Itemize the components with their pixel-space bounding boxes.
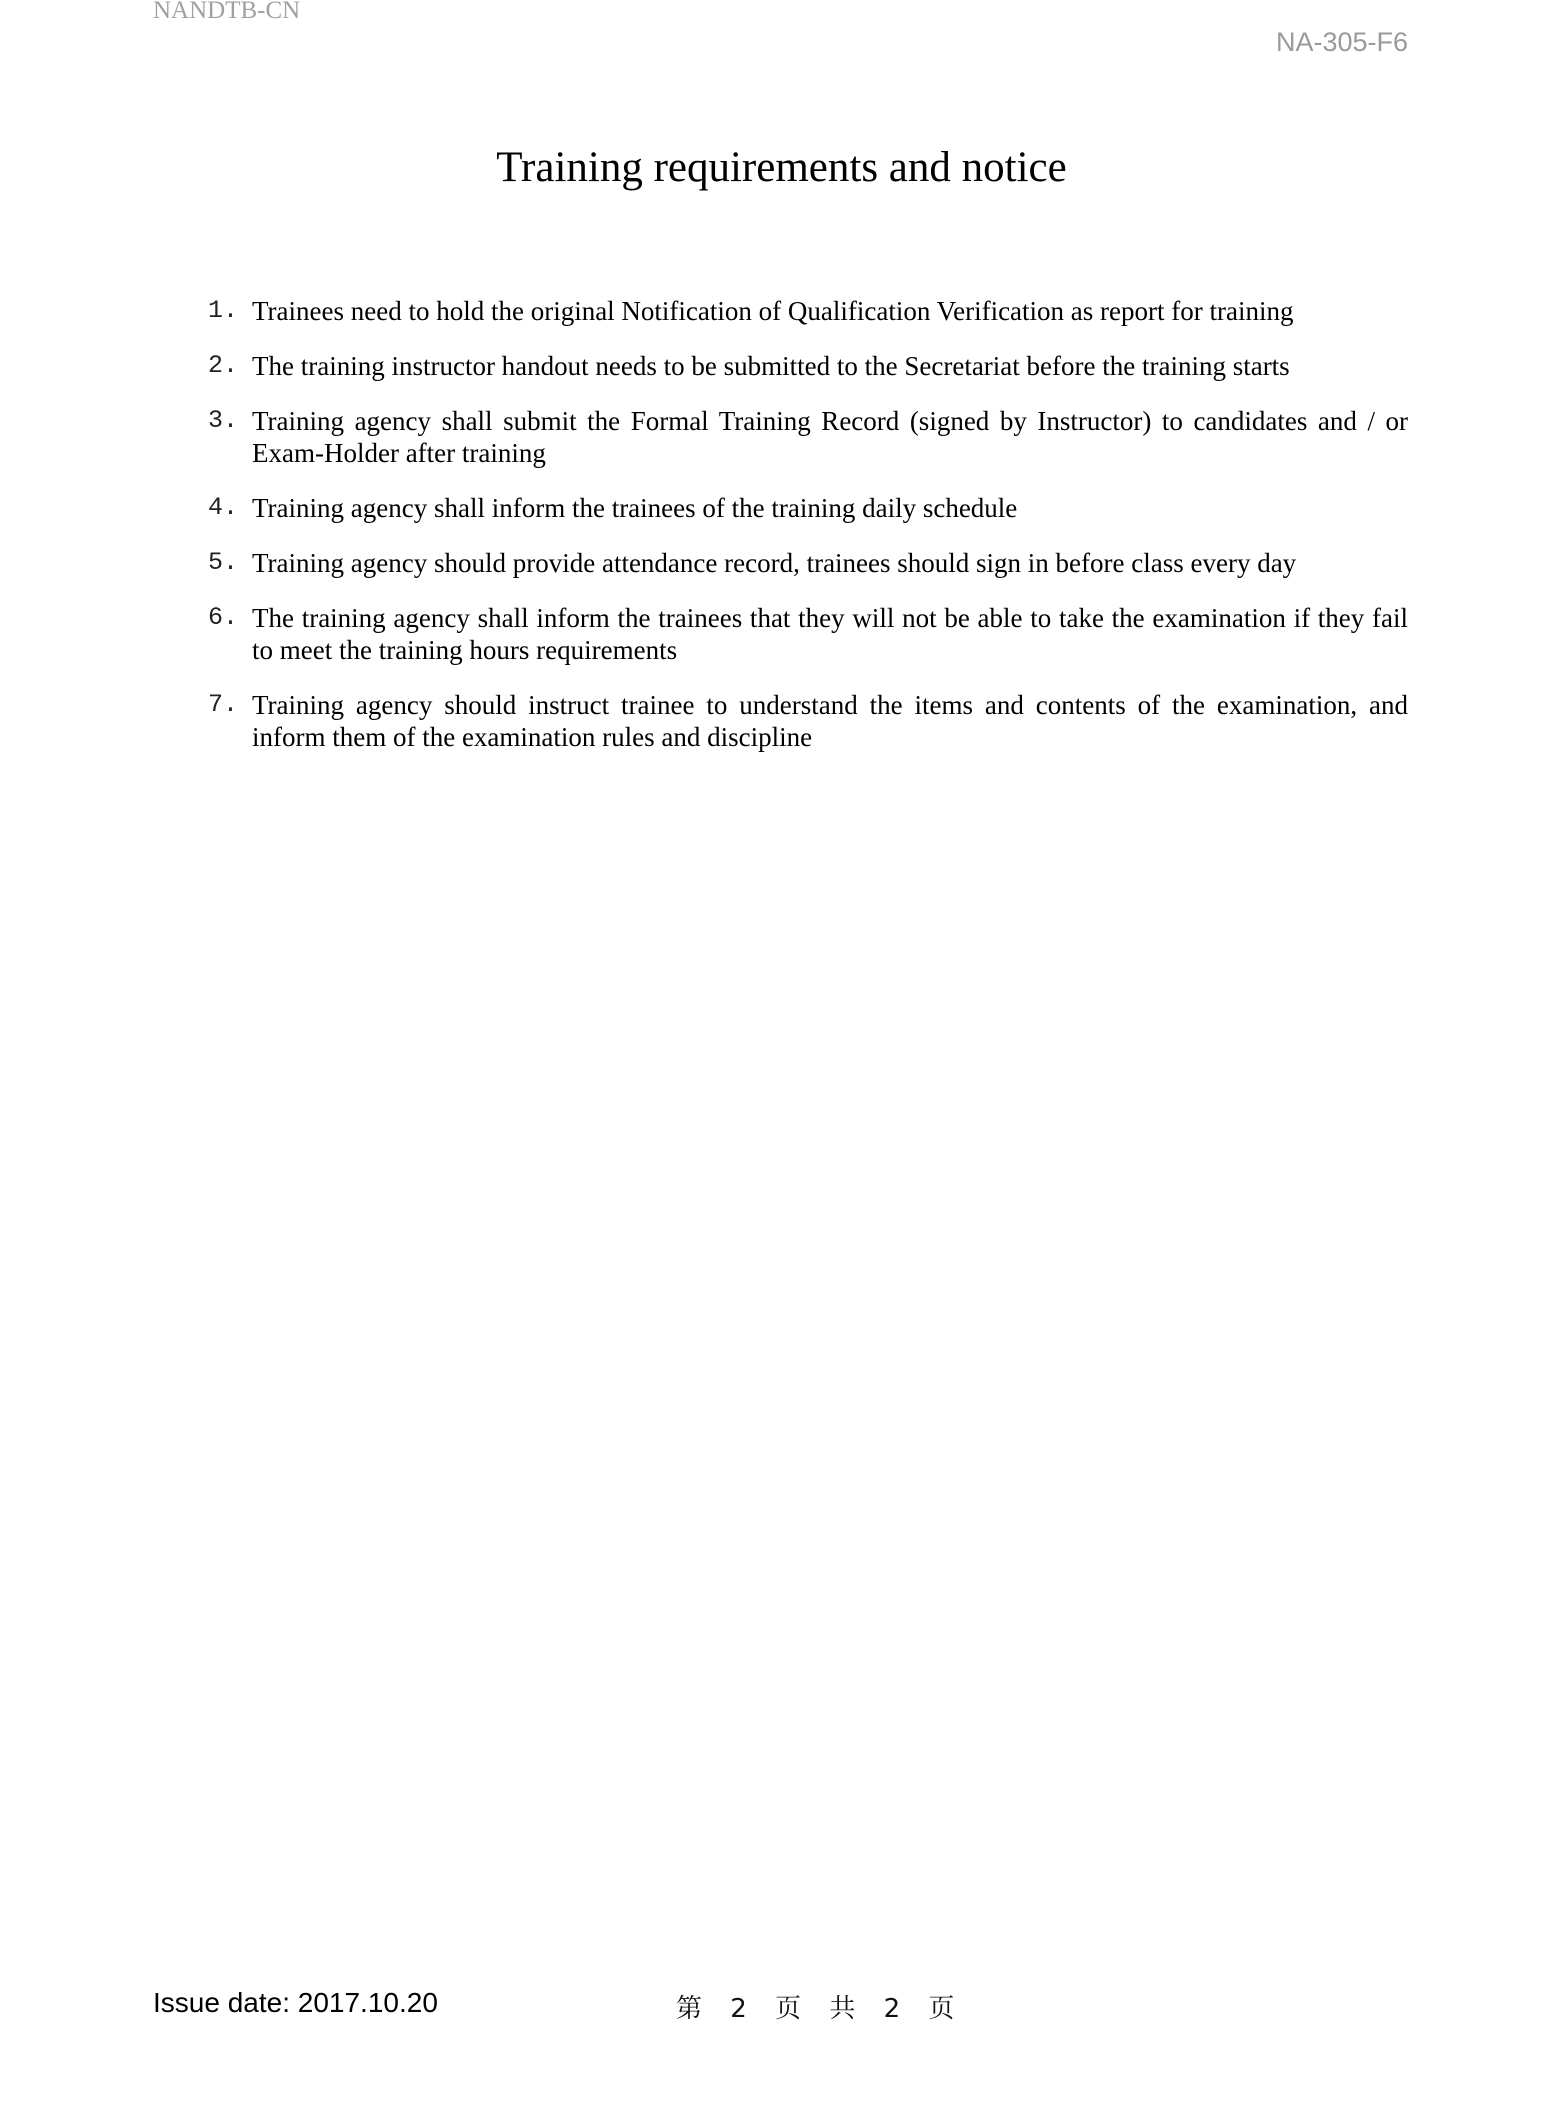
list-item [208, 689, 1408, 753]
list-item [208, 405, 1408, 469]
item-number: 3. [208, 406, 239, 435]
item-text: Training agency should provide attendance record, trainees should sign in before class every day [252, 548, 1297, 578]
issue-date: Issue date: 2017.10.20 [153, 1987, 438, 2018]
list-item [208, 350, 1408, 382]
list-item [208, 602, 1408, 666]
list-item [208, 547, 1408, 579]
item-text: The training agency shall inform the trainees that they will not be able to take the examination if they fail to meet the training hours requirements [252, 603, 1408, 665]
page-title: Training requirements and notice [496, 144, 1067, 191]
page-indicator: 第 2 页 共 2 页 [676, 1994, 965, 2024]
list-item [208, 492, 1408, 524]
list-item [208, 295, 1408, 327]
item-text: The training instructor handout needs to be submitted to the Secretariat before the training starts [252, 351, 1290, 381]
item-number: 7. [208, 690, 239, 719]
item-number: 4. [208, 493, 239, 522]
item-text: Training agency should instruct trainee to understand the items and contents of the examination, and inform them of the examination rules and discipline [252, 690, 1408, 752]
org-code-header: NANDTB-CN [153, 0, 301, 24]
form-code-header: NA-305-F6 [1275, 27, 1408, 57]
item-text: Training agency shall submit the Formal Training Record (signed by Instructor) to candidates and / or Exam-Holder after training [252, 406, 1408, 468]
item-text: Trainees need to hold the original Notification of Qualification Verification as report for training [252, 296, 1294, 326]
item-number: 2. [208, 351, 239, 380]
item-number: 6. [208, 603, 239, 632]
item-number: 1. [208, 296, 239, 325]
item-text: Training agency shall inform the trainees of the training daily schedule [252, 493, 1018, 523]
item-number: 5. [208, 548, 239, 577]
requirements-list [208, 295, 1408, 776]
